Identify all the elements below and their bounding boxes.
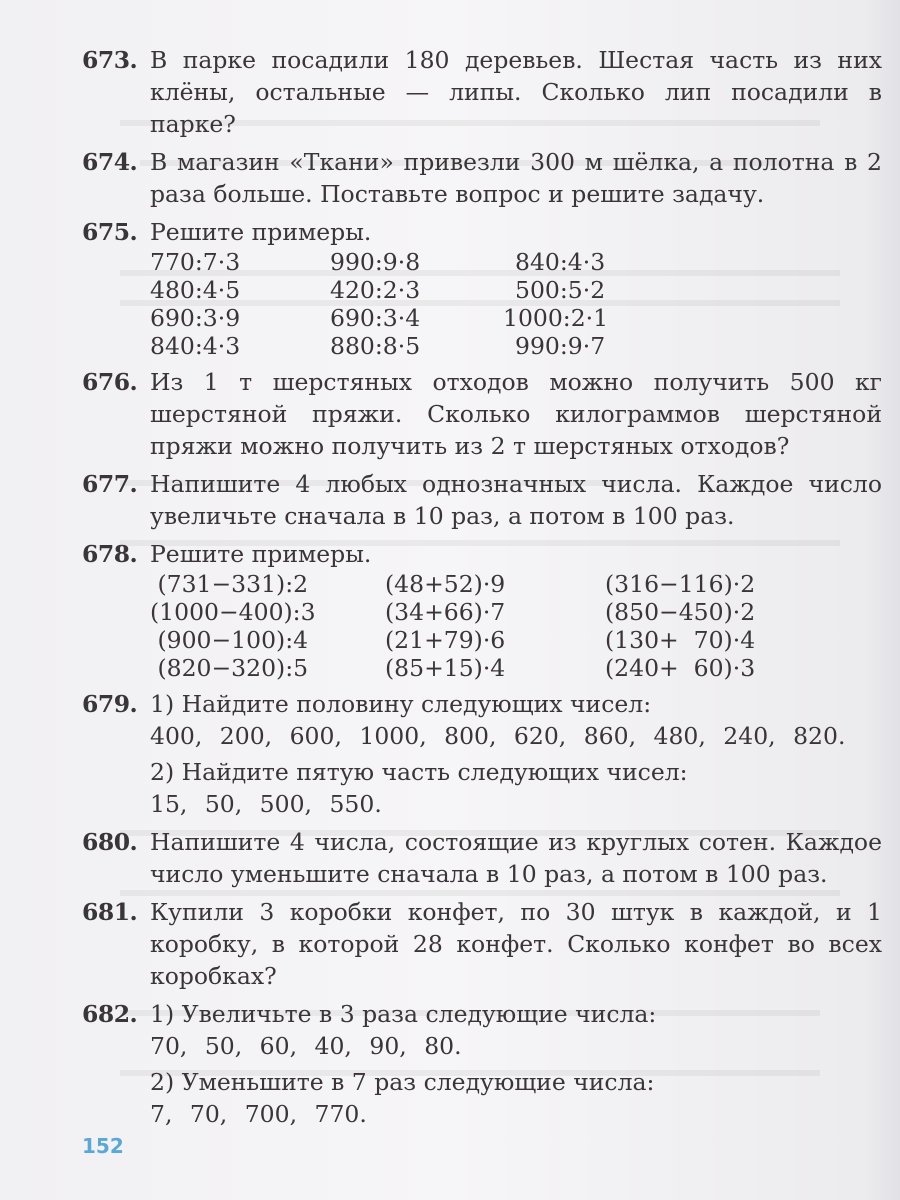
example: (731−331):2 [150,570,309,598]
problem-text: В парке посадили 180 деревьев. Шестая часть из них клёны, остальные — липы. Сколько лип посадили в парке? [150,46,882,138]
problem-679 [82,688,882,820]
problem-text: Напишите 4 любых однозначных числа. Каждое число увеличьте сначала в 10 раз, а потом в 100 раз. [150,470,882,530]
problem-number: 681. [82,898,138,926]
problem-text: Решите примеры. [150,218,372,246]
problem-680 [82,826,882,890]
example: 840:4·3 [515,248,606,276]
example: (1000−400):3 [150,598,316,626]
example: (85+15)·4 [385,654,506,682]
example: (21+79)·6 [385,626,506,654]
problem-text: Купили 3 коробки конфет, по 30 штук в каждой, и 1 коробку, в которой 28 конфет. Сколько конфет во всех коробках? [150,898,882,990]
problem-674 [82,146,882,210]
examples-grid [150,248,882,360]
problem-text: В магазин «Ткани» привезли 300 м шёлка, а полотна в 2 раза больше. Поставьте вопрос и решите задачу. [150,148,882,208]
example: 990:9·7 [515,332,606,360]
example: 690:3·4 [330,304,421,332]
problem-number: 673. [82,46,138,74]
example: 480:4·5 [150,276,241,304]
part1-instruction: 1) Найдите половину следующих чисел: [150,690,652,718]
problem-text: Решите примеры. [150,540,372,568]
problem-681 [82,896,882,992]
example: (850−450)·2 [605,598,756,626]
part1-numbers: 400, 200, 600, 1000, 800, 620, 860, 480, 240, 820. [150,722,846,750]
problem-676 [82,366,882,462]
part2-instruction: 2) Уменьшите в 7 раз следующие числа: [150,1068,655,1096]
problem-number: 674. [82,148,138,176]
example: 420:2·3 [330,276,421,304]
example: (240+ 60)·3 [605,654,756,682]
example: 690:3·9 [150,304,241,332]
example: (48+52)·9 [385,570,506,598]
exercise-list [82,44,882,1136]
problem-number: 680. [82,828,138,856]
part1-numbers: 70, 50, 60, 40, 90, 80. [150,1032,462,1060]
problem-682 [82,998,882,1130]
example: 990:9·8 [330,248,421,276]
problem-number: 682. [82,1000,138,1028]
problem-text: Из 1 т шерстяных отходов можно получить 500 кг шерстяной пряжи. Сколько килограммов шерстяной пряжи можно получить из 2 т шерстяных отходов? [150,368,882,460]
part2-numbers: 7, 70, 700, 770. [150,1100,367,1128]
example: (820−320):5 [150,654,309,682]
part1-instruction: 1) Увеличьте в 3 раза следующие числа: [150,1000,657,1028]
problem-673 [82,44,882,140]
problem-number: 677. [82,470,138,498]
problem-675 [82,216,882,360]
example: 500:5·2 [515,276,606,304]
problem-text: Напишите 4 числа, состоящие из круглых сотен. Каждое число уменьшите сначала в 10 раз, а потом в 100 раз. [150,828,882,888]
example: 770:7·3 [150,248,241,276]
problem-number: 675. [82,218,138,246]
problem-number: 678. [82,540,138,568]
part2-numbers: 15, 50, 500, 550. [150,790,382,818]
problem-number: 679. [82,690,138,718]
example: 1000:2·1 [503,304,609,332]
example: 880:8·5 [330,332,421,360]
problem-number: 676. [82,368,138,396]
part2-instruction: 2) Найдите пятую часть следующих чисел: [150,758,688,786]
page-number: 152 [82,1134,124,1158]
example: (34+66)·7 [385,598,506,626]
example: (130+ 70)·4 [605,626,756,654]
problem-678 [82,538,882,682]
example: (900−100):4 [150,626,309,654]
example: (316−116)·2 [605,570,756,598]
example: 840:4·3 [150,332,241,360]
examples-grid [150,570,882,682]
problem-677 [82,468,882,532]
